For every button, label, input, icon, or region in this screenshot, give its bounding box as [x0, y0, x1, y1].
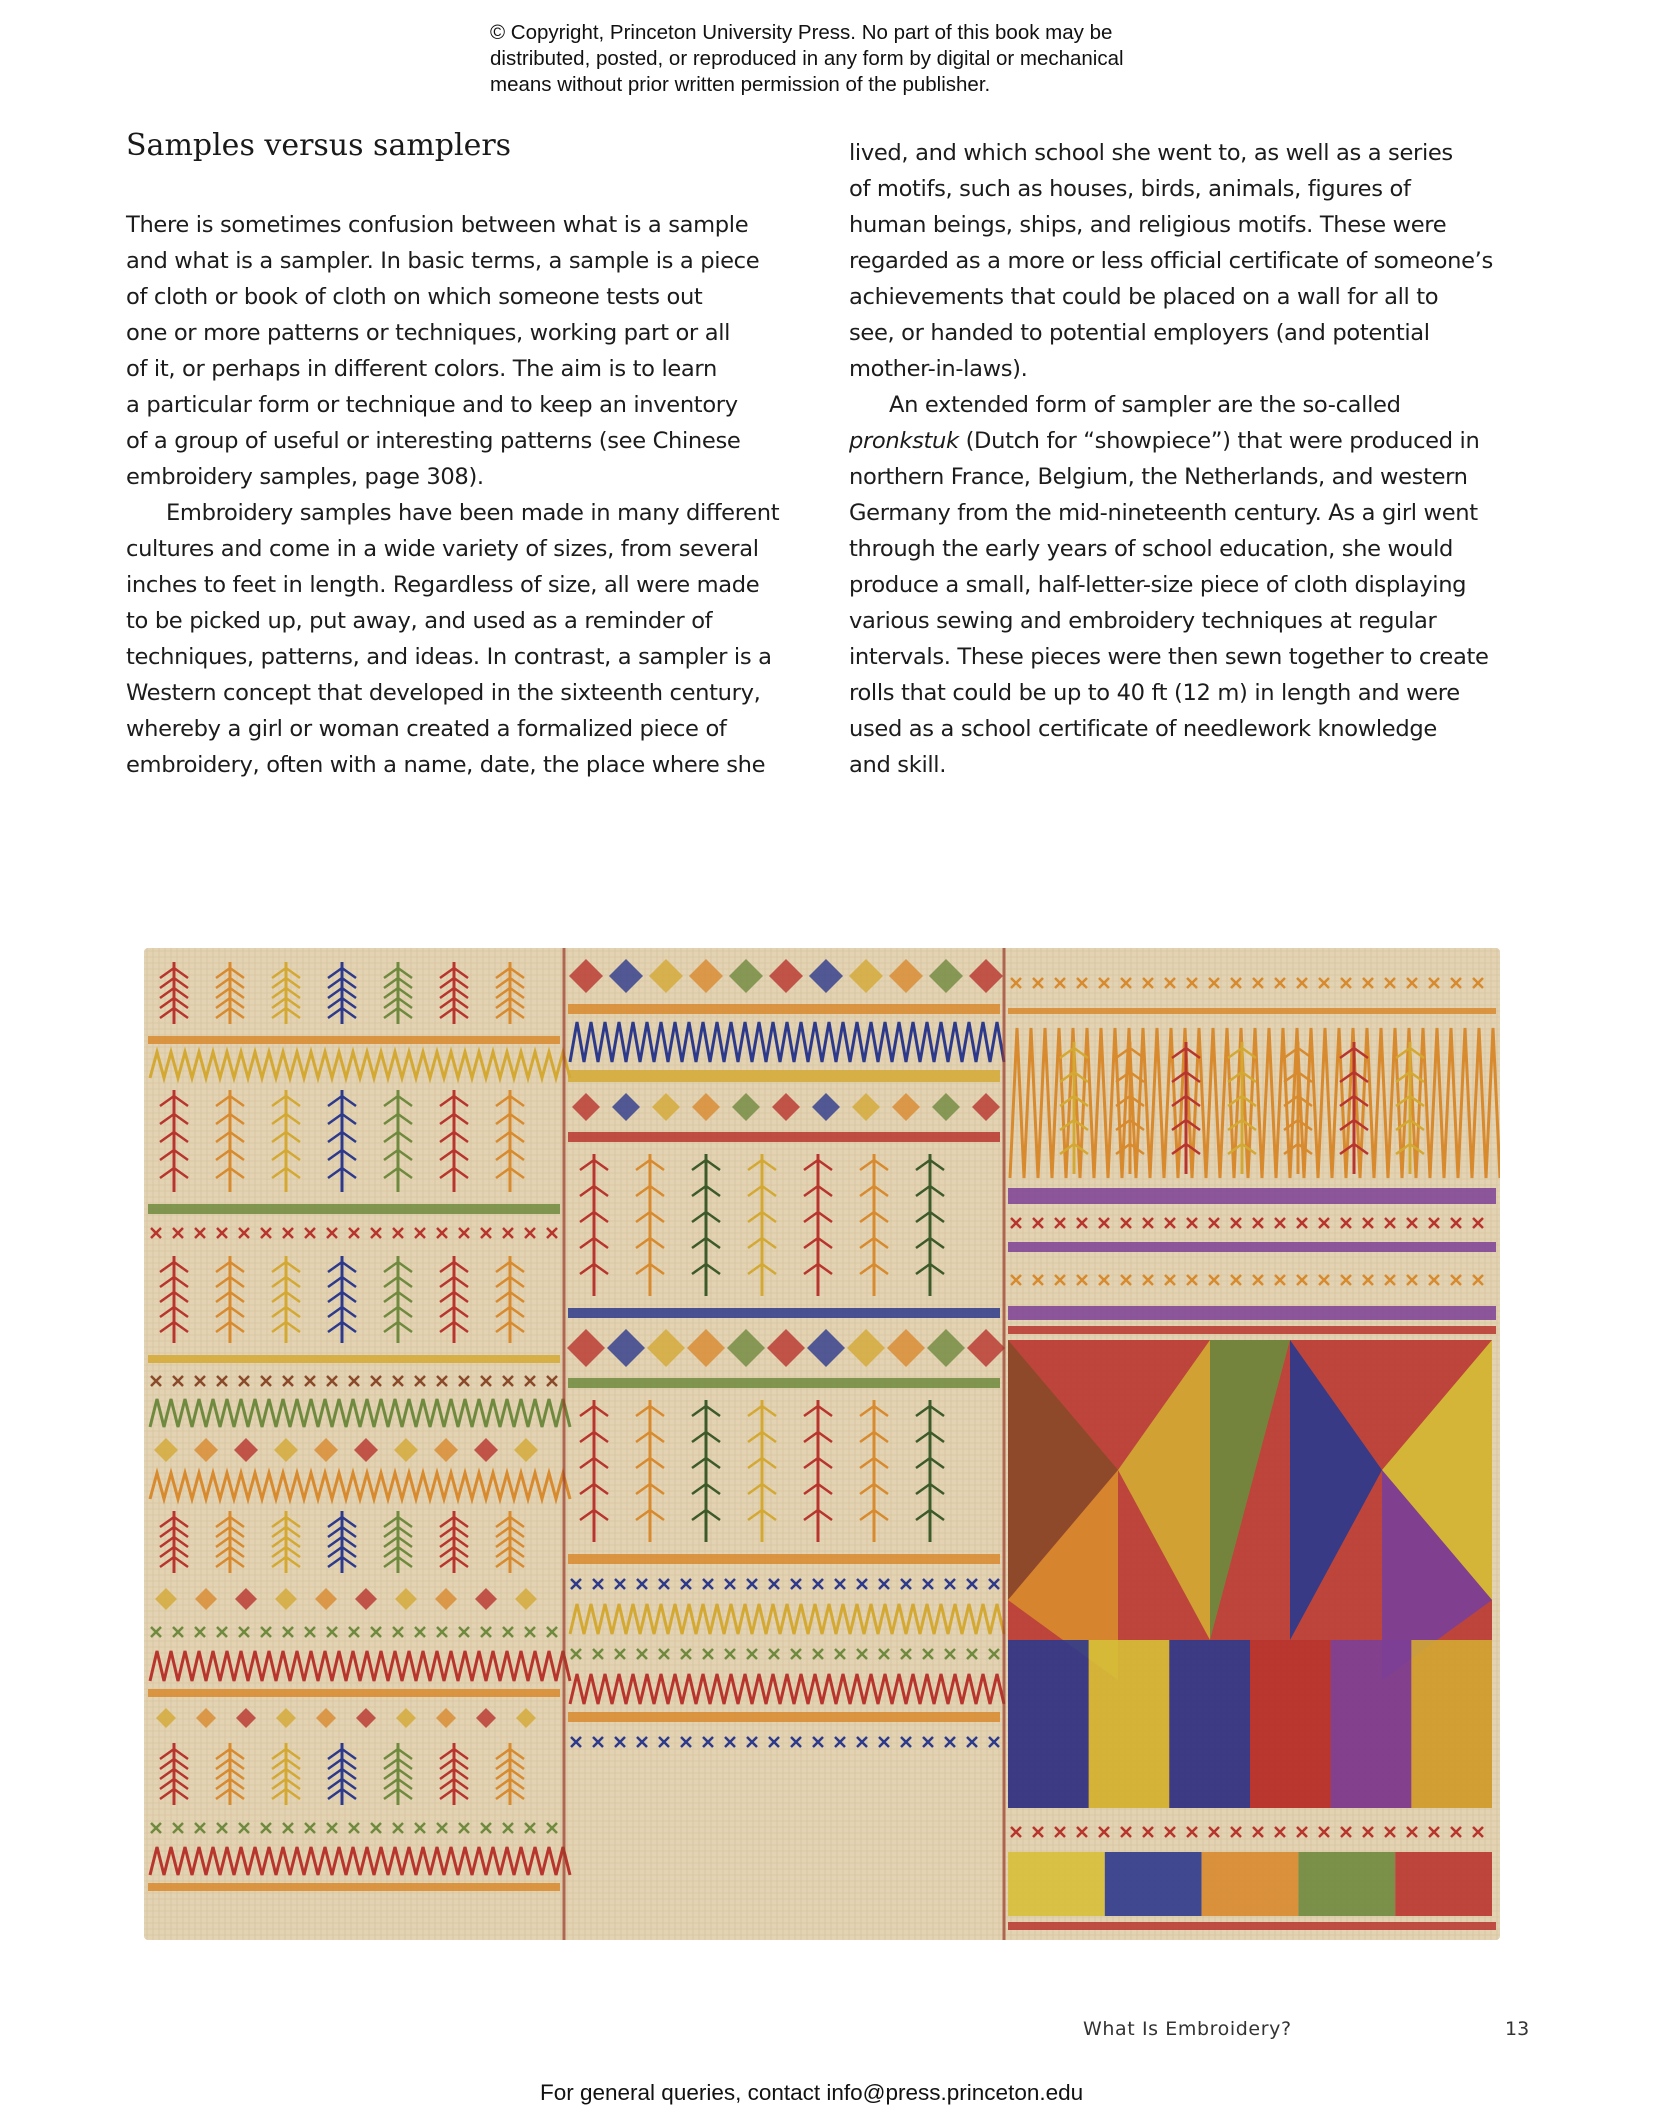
- copyright-line: © Copyright, Princeton University Press. No part of this book may be: [490, 21, 1113, 44]
- text-line: Western concept that developed in the sixteenth century,: [126, 680, 761, 706]
- color-block: [1395, 1852, 1492, 1916]
- text-line: of motifs, such as houses, birds, animals, figures of: [849, 176, 1411, 202]
- text-line: see, or handed to potential employers (and potential: [849, 320, 1430, 346]
- stitch-band: [568, 1378, 1000, 1388]
- text-line: mother-in-laws).: [849, 356, 1028, 382]
- stitch-band: [148, 1204, 560, 1214]
- text-line: regarded as a more or less official certificate of someone’s: [849, 248, 1493, 274]
- text-line: cultures and come in a wide variety of sizes, from several: [126, 536, 759, 562]
- stitch-band: [568, 1132, 1000, 1142]
- text-line: a particular form or technique and to keep an inventory: [126, 392, 738, 418]
- color-block: [1008, 1852, 1105, 1916]
- running-head: What Is Embroidery?: [1083, 2018, 1292, 2040]
- stitch-band: [568, 1554, 1000, 1564]
- text-line: achievements that could be placed on a wall for all to: [849, 284, 1439, 310]
- text-fragment: (Dutch for “showpiece”) that were produced in: [965, 428, 1480, 454]
- text-line: embroidery samples, page 308).: [126, 464, 484, 490]
- color-block: [1331, 1640, 1412, 1808]
- text-line: [849, 423, 1549, 459]
- text-line: rolls that could be up to 40 ft (12 m) in length and were: [849, 680, 1460, 706]
- text-line: various sewing and embroidery techniques at regular: [849, 608, 1437, 634]
- stitch-band: [1008, 1242, 1496, 1252]
- right-column: [849, 135, 1549, 783]
- italic-term: pronkstuk: [849, 428, 959, 454]
- contact-footer: For general queries, contact info@press.princeton.edu: [540, 2080, 1084, 2105]
- stitch-band: [148, 1036, 560, 1044]
- text-line: northern France, Belgium, the Netherlands, and western: [849, 464, 1468, 490]
- sampler-illustration: [144, 948, 1500, 1940]
- color-block: [1202, 1852, 1299, 1916]
- text-line: intervals. These pieces were then sewn together to create: [849, 644, 1489, 670]
- text-line: produce a small, half-letter-size piece of cloth displaying: [849, 572, 1467, 598]
- stitch-band: [1008, 1922, 1496, 1930]
- stitch-band: [1008, 1326, 1496, 1334]
- text-line: human beings, ships, and religious motifs. These were: [849, 212, 1447, 238]
- stitch-band: [148, 1883, 560, 1891]
- sampler-photo: [144, 948, 1500, 1940]
- color-block: [1008, 1640, 1089, 1808]
- text-line: Embroidery samples have been made in many different: [166, 500, 780, 526]
- stitch-band: [1008, 1306, 1496, 1320]
- text-line: whereby a girl or woman created a formalized piece of: [126, 716, 727, 742]
- color-block: [1169, 1640, 1250, 1808]
- text-line: Germany from the mid-nineteenth century. As a girl went: [849, 500, 1478, 526]
- text-line: of cloth or book of cloth on which someone tests out: [126, 284, 703, 310]
- left-column: [126, 207, 826, 783]
- stitch-band: [148, 1689, 560, 1697]
- stitch-band: [1008, 1008, 1496, 1014]
- text-line: to be picked up, put away, and used as a reminder of: [126, 608, 713, 634]
- text-line: and skill.: [849, 752, 947, 778]
- text-line: techniques, patterns, and ideas. In contrast, a sampler is a: [126, 644, 772, 670]
- color-block: [1089, 1640, 1170, 1808]
- text-line: embroidery, often with a name, date, the place where she: [126, 752, 766, 778]
- text-line: inches to feet in length. Regardless of size, all were made: [126, 572, 760, 598]
- stitch-band: [568, 1308, 1000, 1318]
- color-block: [1411, 1640, 1492, 1808]
- color-block: [1250, 1640, 1331, 1808]
- stitch-band: [568, 1712, 1000, 1722]
- stitch-band: [1008, 1188, 1496, 1204]
- copyright-line: distributed, posted, or reproduced in any form by digital or mechanical: [490, 47, 1124, 70]
- text-line: through the early years of school education, she would: [849, 536, 1454, 562]
- copyright-line: means without prior written permission of the publisher.: [490, 73, 991, 96]
- text-line: of a group of useful or interesting patterns (see Chinese: [126, 428, 741, 454]
- stitch-band: [568, 1070, 1000, 1082]
- text-line: and what is a sampler. In basic terms, a sample is a piece: [126, 248, 760, 274]
- stitch-band: [568, 1004, 1000, 1014]
- copyright-notice: [490, 20, 1250, 98]
- text-line: lived, and which school she went to, as well as a series: [849, 140, 1453, 166]
- text-line: There is sometimes confusion between what is a sample: [126, 212, 749, 238]
- stitch-band: [148, 1355, 560, 1363]
- page-number: 13: [1505, 2018, 1530, 2040]
- text-line: of it, or perhaps in different colors. The aim is to learn: [126, 356, 717, 382]
- color-block: [1298, 1852, 1395, 1916]
- text-line: An extended form of sampler are the so-called: [889, 392, 1401, 418]
- text-line: used as a school certificate of needlework knowledge: [849, 716, 1437, 742]
- text-line: one or more patterns or techniques, working part or all: [126, 320, 731, 346]
- section-heading: Samples versus samplers: [126, 128, 512, 163]
- color-block: [1105, 1852, 1202, 1916]
